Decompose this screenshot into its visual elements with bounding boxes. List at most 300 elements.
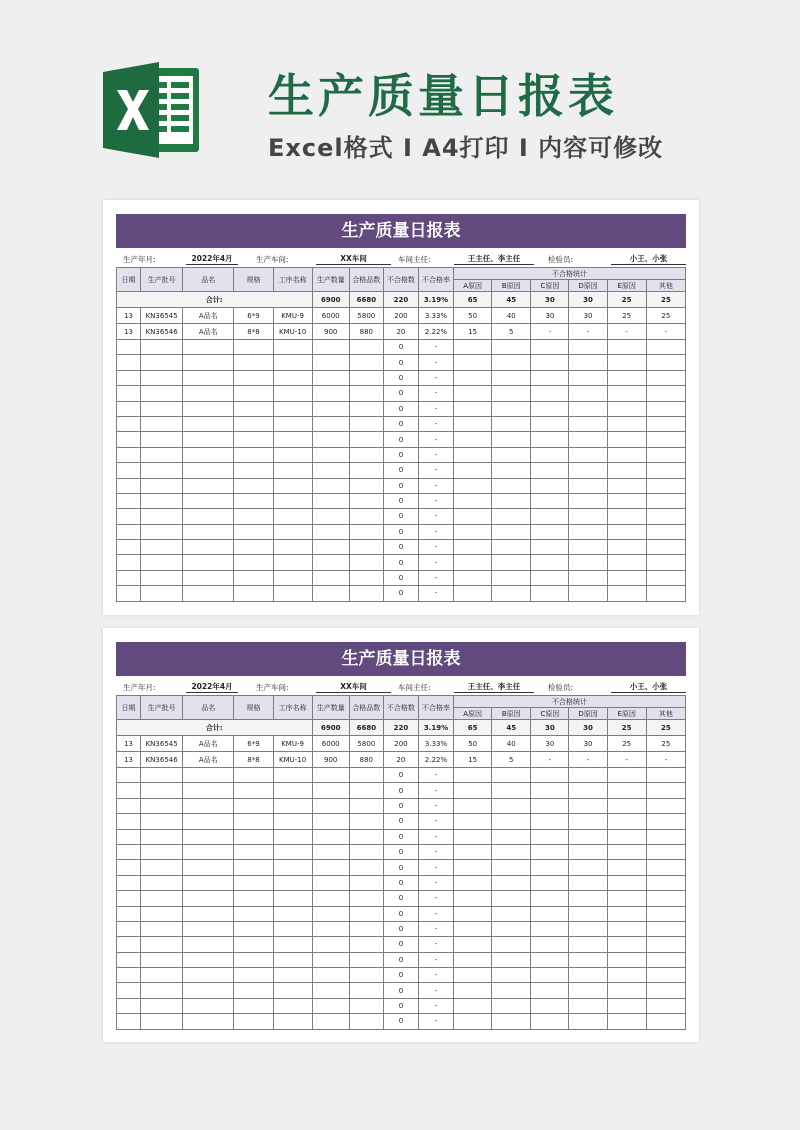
empty-cell[interactable] xyxy=(646,370,685,385)
cell-rate[interactable]: - xyxy=(418,891,453,906)
empty-cell[interactable] xyxy=(141,1014,183,1029)
empty-cell[interactable] xyxy=(183,447,234,462)
empty-cell[interactable] xyxy=(273,509,312,524)
empty-cell[interactable] xyxy=(273,906,312,921)
empty-cell[interactable] xyxy=(141,463,183,478)
empty-cell[interactable] xyxy=(454,844,492,859)
empty-cell[interactable] xyxy=(349,416,383,431)
empty-cell[interactable] xyxy=(569,524,607,539)
empty-cell[interactable] xyxy=(454,952,492,967)
empty-cell[interactable] xyxy=(569,370,607,385)
empty-cell[interactable] xyxy=(454,983,492,998)
empty-cell[interactable] xyxy=(273,570,312,585)
cell-ok[interactable]: 880 xyxy=(349,752,383,768)
cell-ok[interactable]: 5800 xyxy=(349,308,383,324)
cell-rate[interactable]: - xyxy=(418,478,453,493)
empty-cell[interactable] xyxy=(492,968,531,983)
empty-cell[interactable] xyxy=(569,340,607,355)
empty-cell[interactable] xyxy=(273,860,312,875)
empty-cell[interactable] xyxy=(312,555,349,570)
empty-cell[interactable] xyxy=(646,798,685,813)
total-reason[interactable]: 65 xyxy=(454,720,492,736)
empty-cell[interactable] xyxy=(349,540,383,555)
cell-rate[interactable]: - xyxy=(418,937,453,952)
empty-cell[interactable] xyxy=(234,586,273,601)
empty-cell[interactable] xyxy=(273,829,312,844)
empty-cell[interactable] xyxy=(492,829,531,844)
empty-cell[interactable] xyxy=(183,355,234,370)
empty-cell[interactable] xyxy=(117,921,141,936)
empty-cell[interactable] xyxy=(607,906,646,921)
empty-cell[interactable] xyxy=(117,540,141,555)
empty-cell[interactable] xyxy=(646,401,685,416)
empty-cell[interactable] xyxy=(141,891,183,906)
empty-cell[interactable] xyxy=(646,814,685,829)
empty-cell[interactable] xyxy=(569,921,607,936)
empty-cell[interactable] xyxy=(569,844,607,859)
empty-cell[interactable] xyxy=(454,540,492,555)
total-ok[interactable]: 6680 xyxy=(349,292,383,308)
empty-cell[interactable] xyxy=(183,416,234,431)
empty-cell[interactable] xyxy=(234,509,273,524)
empty-cell[interactable] xyxy=(569,570,607,585)
empty-cell[interactable] xyxy=(312,968,349,983)
empty-cell[interactable] xyxy=(492,340,531,355)
cell-ng[interactable]: 0 xyxy=(383,432,418,447)
cell-ng[interactable]: 0 xyxy=(383,524,418,539)
total-ok[interactable]: 6680 xyxy=(349,720,383,736)
empty-cell[interactable] xyxy=(234,814,273,829)
cell-rate[interactable]: 3.33% xyxy=(418,736,453,752)
empty-cell[interactable] xyxy=(454,386,492,401)
empty-cell[interactable] xyxy=(349,844,383,859)
empty-cell[interactable] xyxy=(349,386,383,401)
cell-qty[interactable]: 6000 xyxy=(312,308,349,324)
empty-cell[interactable] xyxy=(454,509,492,524)
empty-cell[interactable] xyxy=(646,555,685,570)
empty-cell[interactable] xyxy=(454,906,492,921)
empty-cell[interactable] xyxy=(646,386,685,401)
empty-cell[interactable] xyxy=(183,768,234,783)
empty-cell[interactable] xyxy=(312,432,349,447)
empty-cell[interactable] xyxy=(492,509,531,524)
cell-reason[interactable]: 40 xyxy=(492,308,531,324)
empty-cell[interactable] xyxy=(607,921,646,936)
empty-cell[interactable] xyxy=(234,386,273,401)
cell-ng[interactable]: 0 xyxy=(383,798,418,813)
empty-cell[interactable] xyxy=(234,447,273,462)
cell-ng[interactable]: 200 xyxy=(383,736,418,752)
empty-cell[interactable] xyxy=(531,355,569,370)
empty-cell[interactable] xyxy=(492,921,531,936)
empty-cell[interactable] xyxy=(492,370,531,385)
empty-cell[interactable] xyxy=(531,921,569,936)
empty-cell[interactable] xyxy=(531,906,569,921)
empty-cell[interactable] xyxy=(183,478,234,493)
empty-cell[interactable] xyxy=(531,570,569,585)
cell-rate[interactable]: - xyxy=(418,968,453,983)
info-inspector-value[interactable]: 小王、小张 xyxy=(611,681,686,693)
empty-cell[interactable] xyxy=(607,586,646,601)
empty-cell[interactable] xyxy=(312,937,349,952)
empty-cell[interactable] xyxy=(273,447,312,462)
empty-cell[interactable] xyxy=(492,998,531,1013)
empty-cell[interactable] xyxy=(349,432,383,447)
empty-cell[interactable] xyxy=(117,401,141,416)
empty-cell[interactable] xyxy=(141,968,183,983)
empty-cell[interactable] xyxy=(531,891,569,906)
empty-cell[interactable] xyxy=(312,509,349,524)
empty-cell[interactable] xyxy=(312,860,349,875)
empty-cell[interactable] xyxy=(234,921,273,936)
empty-cell[interactable] xyxy=(492,814,531,829)
empty-cell[interactable] xyxy=(141,844,183,859)
empty-cell[interactable] xyxy=(234,478,273,493)
empty-cell[interactable] xyxy=(183,968,234,983)
empty-cell[interactable] xyxy=(569,891,607,906)
info-month-value[interactable]: 2022年4月 xyxy=(186,681,238,693)
cell-reason[interactable]: - xyxy=(646,752,685,768)
empty-cell[interactable] xyxy=(646,478,685,493)
empty-cell[interactable] xyxy=(569,586,607,601)
empty-cell[interactable] xyxy=(492,493,531,508)
empty-cell[interactable] xyxy=(234,844,273,859)
empty-cell[interactable] xyxy=(183,1014,234,1029)
cell-rate[interactable]: - xyxy=(418,783,453,798)
empty-cell[interactable] xyxy=(531,768,569,783)
empty-cell[interactable] xyxy=(117,829,141,844)
empty-cell[interactable] xyxy=(531,998,569,1013)
empty-cell[interactable] xyxy=(273,401,312,416)
cell-ng[interactable]: 0 xyxy=(383,370,418,385)
empty-cell[interactable] xyxy=(492,570,531,585)
empty-cell[interactable] xyxy=(117,370,141,385)
total-reason[interactable]: 30 xyxy=(569,720,607,736)
cell-ng[interactable]: 0 xyxy=(383,783,418,798)
cell-reason[interactable]: - xyxy=(646,324,685,340)
empty-cell[interactable] xyxy=(117,340,141,355)
empty-cell[interactable] xyxy=(141,860,183,875)
cell-ng[interactable]: 0 xyxy=(383,998,418,1013)
empty-cell[interactable] xyxy=(117,570,141,585)
empty-cell[interactable] xyxy=(607,829,646,844)
empty-cell[interactable] xyxy=(312,875,349,890)
cell-ng[interactable]: 0 xyxy=(383,386,418,401)
cell-spec[interactable]: 8*8 xyxy=(234,324,273,340)
empty-cell[interactable] xyxy=(234,432,273,447)
empty-cell[interactable] xyxy=(183,570,234,585)
cell-reason[interactable]: 30 xyxy=(531,736,569,752)
empty-cell[interactable] xyxy=(454,783,492,798)
cell-process[interactable]: KMU-10 xyxy=(273,752,312,768)
empty-cell[interactable] xyxy=(312,906,349,921)
empty-cell[interactable] xyxy=(454,355,492,370)
empty-cell[interactable] xyxy=(454,921,492,936)
cell-ng[interactable]: 0 xyxy=(383,829,418,844)
empty-cell[interactable] xyxy=(646,340,685,355)
cell-ng[interactable]: 0 xyxy=(383,401,418,416)
empty-cell[interactable] xyxy=(183,998,234,1013)
empty-cell[interactable] xyxy=(454,1014,492,1029)
empty-cell[interactable] xyxy=(312,524,349,539)
cell-ng[interactable]: 0 xyxy=(383,509,418,524)
cell-ng[interactable]: 0 xyxy=(383,1014,418,1029)
cell-batch[interactable]: KN36545 xyxy=(141,308,183,324)
empty-cell[interactable] xyxy=(454,447,492,462)
empty-cell[interactable] xyxy=(349,555,383,570)
empty-cell[interactable] xyxy=(183,370,234,385)
empty-cell[interactable] xyxy=(607,814,646,829)
empty-cell[interactable] xyxy=(273,875,312,890)
empty-cell[interactable] xyxy=(349,921,383,936)
empty-cell[interactable] xyxy=(234,998,273,1013)
empty-cell[interactable] xyxy=(141,416,183,431)
cell-ng[interactable]: 0 xyxy=(383,768,418,783)
empty-cell[interactable] xyxy=(492,783,531,798)
empty-cell[interactable] xyxy=(531,968,569,983)
empty-cell[interactable] xyxy=(234,401,273,416)
empty-cell[interactable] xyxy=(646,570,685,585)
cell-ok[interactable]: 880 xyxy=(349,324,383,340)
cell-ng[interactable]: 0 xyxy=(383,937,418,952)
empty-cell[interactable] xyxy=(646,875,685,890)
empty-cell[interactable] xyxy=(273,586,312,601)
empty-cell[interactable] xyxy=(312,340,349,355)
empty-cell[interactable] xyxy=(117,998,141,1013)
empty-cell[interactable] xyxy=(183,783,234,798)
cell-ng[interactable]: 0 xyxy=(383,814,418,829)
empty-cell[interactable] xyxy=(569,493,607,508)
cell-rate[interactable]: - xyxy=(418,875,453,890)
empty-cell[interactable] xyxy=(569,952,607,967)
cell-reason[interactable]: 30 xyxy=(569,736,607,752)
empty-cell[interactable] xyxy=(183,509,234,524)
cell-date[interactable]: 13 xyxy=(117,308,141,324)
empty-cell[interactable] xyxy=(183,814,234,829)
empty-cell[interactable] xyxy=(234,463,273,478)
info-director-value[interactable]: 王主任、李主任 xyxy=(454,253,534,265)
empty-cell[interactable] xyxy=(183,875,234,890)
empty-cell[interactable] xyxy=(492,416,531,431)
empty-cell[interactable] xyxy=(273,998,312,1013)
empty-cell[interactable] xyxy=(492,386,531,401)
empty-cell[interactable] xyxy=(492,860,531,875)
total-reason[interactable]: 30 xyxy=(531,720,569,736)
empty-cell[interactable] xyxy=(569,783,607,798)
empty-cell[interactable] xyxy=(349,829,383,844)
empty-cell[interactable] xyxy=(646,1014,685,1029)
cell-reason[interactable]: - xyxy=(607,324,646,340)
cell-rate[interactable]: - xyxy=(418,952,453,967)
empty-cell[interactable] xyxy=(646,968,685,983)
empty-cell[interactable] xyxy=(117,768,141,783)
empty-cell[interactable] xyxy=(349,998,383,1013)
total-qty[interactable]: 6900 xyxy=(312,292,349,308)
empty-cell[interactable] xyxy=(646,906,685,921)
cell-reason[interactable]: 25 xyxy=(607,308,646,324)
empty-cell[interactable] xyxy=(607,555,646,570)
total-reason[interactable]: 25 xyxy=(646,292,685,308)
cell-rate[interactable]: - xyxy=(418,570,453,585)
empty-cell[interactable] xyxy=(117,906,141,921)
cell-batch[interactable]: KN36546 xyxy=(141,324,183,340)
empty-cell[interactable] xyxy=(312,983,349,998)
empty-cell[interactable] xyxy=(607,798,646,813)
empty-cell[interactable] xyxy=(273,493,312,508)
cell-qty[interactable]: 900 xyxy=(312,752,349,768)
empty-cell[interactable] xyxy=(312,447,349,462)
cell-rate[interactable]: - xyxy=(418,340,453,355)
empty-cell[interactable] xyxy=(234,493,273,508)
empty-cell[interactable] xyxy=(234,829,273,844)
empty-cell[interactable] xyxy=(646,447,685,462)
empty-cell[interactable] xyxy=(183,540,234,555)
empty-cell[interactable] xyxy=(141,401,183,416)
empty-cell[interactable] xyxy=(646,432,685,447)
info-workshop-value[interactable]: XX车间 xyxy=(316,253,391,265)
empty-cell[interactable] xyxy=(183,493,234,508)
empty-cell[interactable] xyxy=(646,509,685,524)
empty-cell[interactable] xyxy=(234,860,273,875)
empty-cell[interactable] xyxy=(117,463,141,478)
empty-cell[interactable] xyxy=(349,447,383,462)
total-reason[interactable]: 65 xyxy=(454,292,492,308)
empty-cell[interactable] xyxy=(646,540,685,555)
empty-cell[interactable] xyxy=(141,783,183,798)
empty-cell[interactable] xyxy=(531,432,569,447)
empty-cell[interactable] xyxy=(569,386,607,401)
empty-cell[interactable] xyxy=(454,891,492,906)
empty-cell[interactable] xyxy=(312,586,349,601)
empty-cell[interactable] xyxy=(569,829,607,844)
empty-cell[interactable] xyxy=(234,906,273,921)
empty-cell[interactable] xyxy=(141,814,183,829)
cell-rate[interactable]: - xyxy=(418,768,453,783)
cell-rate[interactable]: - xyxy=(418,509,453,524)
empty-cell[interactable] xyxy=(183,401,234,416)
empty-cell[interactable] xyxy=(646,998,685,1013)
empty-cell[interactable] xyxy=(234,783,273,798)
empty-cell[interactable] xyxy=(454,401,492,416)
empty-cell[interactable] xyxy=(117,860,141,875)
empty-cell[interactable] xyxy=(117,1014,141,1029)
empty-cell[interactable] xyxy=(569,906,607,921)
empty-cell[interactable] xyxy=(234,1014,273,1029)
empty-cell[interactable] xyxy=(531,860,569,875)
empty-cell[interactable] xyxy=(234,570,273,585)
empty-cell[interactable] xyxy=(569,983,607,998)
empty-cell[interactable] xyxy=(607,937,646,952)
empty-cell[interactable] xyxy=(234,540,273,555)
empty-cell[interactable] xyxy=(531,829,569,844)
total-reason[interactable]: 25 xyxy=(607,292,646,308)
empty-cell[interactable] xyxy=(183,906,234,921)
empty-cell[interactable] xyxy=(454,798,492,813)
empty-cell[interactable] xyxy=(141,540,183,555)
empty-cell[interactable] xyxy=(183,983,234,998)
cell-rate[interactable]: 2.22% xyxy=(418,752,453,768)
empty-cell[interactable] xyxy=(607,875,646,890)
cell-ng[interactable]: 0 xyxy=(383,540,418,555)
empty-cell[interactable] xyxy=(531,783,569,798)
empty-cell[interactable] xyxy=(607,509,646,524)
empty-cell[interactable] xyxy=(183,432,234,447)
cell-rate[interactable]: - xyxy=(418,386,453,401)
empty-cell[interactable] xyxy=(531,540,569,555)
empty-cell[interactable] xyxy=(646,891,685,906)
empty-cell[interactable] xyxy=(117,814,141,829)
empty-cell[interactable] xyxy=(531,447,569,462)
empty-cell[interactable] xyxy=(569,509,607,524)
empty-cell[interactable] xyxy=(183,555,234,570)
total-reason[interactable]: 45 xyxy=(492,292,531,308)
total-rate[interactable]: 3.19% xyxy=(418,292,453,308)
cell-rate[interactable]: - xyxy=(418,555,453,570)
empty-cell[interactable] xyxy=(454,937,492,952)
cell-rate[interactable]: - xyxy=(418,493,453,508)
cell-process[interactable]: KMU-9 xyxy=(273,736,312,752)
cell-reason[interactable]: 25 xyxy=(646,736,685,752)
empty-cell[interactable] xyxy=(531,937,569,952)
empty-cell[interactable] xyxy=(183,829,234,844)
cell-ng[interactable]: 0 xyxy=(383,860,418,875)
empty-cell[interactable] xyxy=(569,463,607,478)
cell-reason[interactable]: 50 xyxy=(454,308,492,324)
cell-ng[interactable]: 0 xyxy=(383,340,418,355)
empty-cell[interactable] xyxy=(607,478,646,493)
cell-ng[interactable]: 0 xyxy=(383,906,418,921)
cell-qty[interactable]: 6000 xyxy=(312,736,349,752)
empty-cell[interactable] xyxy=(569,814,607,829)
empty-cell[interactable] xyxy=(646,860,685,875)
empty-cell[interactable] xyxy=(312,768,349,783)
empty-cell[interactable] xyxy=(141,355,183,370)
empty-cell[interactable] xyxy=(607,493,646,508)
empty-cell[interactable] xyxy=(273,555,312,570)
total-reason[interactable]: 45 xyxy=(492,720,531,736)
cell-reason[interactable]: 30 xyxy=(531,308,569,324)
cell-rate[interactable]: - xyxy=(418,1014,453,1029)
empty-cell[interactable] xyxy=(141,998,183,1013)
empty-cell[interactable] xyxy=(492,937,531,952)
empty-cell[interactable] xyxy=(183,798,234,813)
cell-ng[interactable]: 0 xyxy=(383,355,418,370)
empty-cell[interactable] xyxy=(349,891,383,906)
cell-ng[interactable]: 20 xyxy=(383,324,418,340)
empty-cell[interactable] xyxy=(646,952,685,967)
empty-cell[interactable] xyxy=(141,478,183,493)
cell-reason[interactable]: - xyxy=(531,324,569,340)
empty-cell[interactable] xyxy=(349,586,383,601)
empty-cell[interactable] xyxy=(273,768,312,783)
cell-rate[interactable]: - xyxy=(418,355,453,370)
cell-rate[interactable]: - xyxy=(418,921,453,936)
empty-cell[interactable] xyxy=(607,968,646,983)
empty-cell[interactable] xyxy=(646,355,685,370)
empty-cell[interactable] xyxy=(273,386,312,401)
empty-cell[interactable] xyxy=(141,340,183,355)
empty-cell[interactable] xyxy=(531,798,569,813)
empty-cell[interactable] xyxy=(312,493,349,508)
empty-cell[interactable] xyxy=(117,555,141,570)
empty-cell[interactable] xyxy=(607,447,646,462)
empty-cell[interactable] xyxy=(349,783,383,798)
empty-cell[interactable] xyxy=(312,844,349,859)
empty-cell[interactable] xyxy=(454,768,492,783)
empty-cell[interactable] xyxy=(607,860,646,875)
empty-cell[interactable] xyxy=(492,355,531,370)
empty-cell[interactable] xyxy=(234,937,273,952)
